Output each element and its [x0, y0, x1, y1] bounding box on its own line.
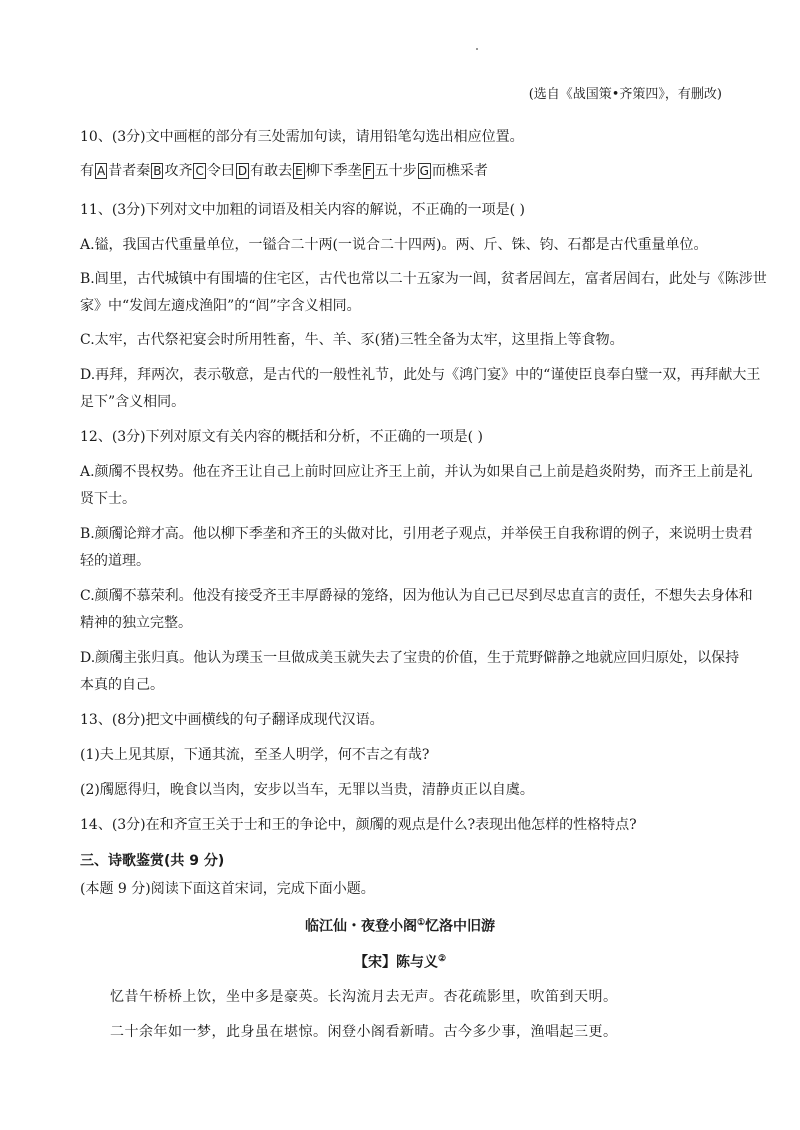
q10-box-f[interactable]: F	[364, 164, 372, 178]
q12-option-b: B.颜斶论辩才高。他以柳下季垄和齐王的头做对比，引用老子观点，并举侯王自我称谓的例子，来说明士贵君	[80, 526, 753, 542]
q10-segment: 攻齐	[164, 163, 193, 179]
section-heading: 三、诗歌鉴赏(共 9 分)	[80, 853, 225, 869]
q12-option-a: A.颜斶不畏权势。他在齐王让自己上前时回应让齐王上前，并认为如果自己上前是趋炎附势，而齐王上前是礼	[80, 464, 753, 480]
q10-segment: 有敢去	[250, 163, 293, 179]
q10-segment: 昔者秦	[108, 163, 151, 179]
q11-stem: 11、(3分)下列对文中加粗的词语及相关内容的解说，不正确的一项是( )	[80, 202, 526, 218]
poem-line-2: 二十余年如一梦，此身虽在堪惊。闲登小阁看新晴。古今多少事，渔唱起三更。	[110, 1024, 618, 1040]
q10-segment: 柳下季垄	[305, 163, 362, 179]
poem-author-name: 【宋】陈与义	[353, 954, 438, 971]
q11-option-c: C.太牢，古代祭祀宴会时所用牲畜，牛、羊、豕(猪)三牲全备为太牢，这里指上等食物。	[80, 332, 624, 348]
q14-stem: 14、(3分)在和齐宣王关于士和王的争论中，颜斶的观点是什么?表现出他怎样的性格特点?	[80, 817, 637, 833]
q12-option-d: D.颜斶主张归真。他认为璞玉一旦做成美玉就失去了宝贵的价值，生于荒野僻静之地就应回归原处，以保持	[80, 650, 740, 666]
q10-stem: 10、(3分)文中画框的部分有三处需加句读，请用铅笔勾选出相应位置。	[80, 129, 524, 145]
q12-stem: 12、(3分)下列对原文有关内容的概括和分析，不正确的一项是( )	[80, 429, 484, 445]
q13-sentence-1: (1)夫上见其原，下通其流，至圣人明学，何不吉之有哉?	[80, 747, 430, 763]
q10-box-c[interactable]: C	[195, 164, 204, 178]
q13-sentence-2: (2)斶愿得归，晚食以当肉，安步以当车，无罪以当贵，清静贞正以自虞。	[80, 782, 534, 798]
q10-segment: 有	[80, 163, 94, 179]
q10-segment: 五十步	[374, 163, 417, 179]
q12-option-a-cont: 贤下士。	[80, 491, 136, 507]
q10-box-d[interactable]: D	[237, 164, 248, 178]
q10-box-e[interactable]: E	[295, 164, 303, 178]
q11-option-b: B.闾里，古代城镇中有围墙的住宅区，古代也常以二十五家为一闾，贫者居闾左，富者居闾右，此处与《陈涉世	[80, 271, 767, 287]
poem-title	[0, 914, 800, 936]
poem-line-1: 忆昔午桥桥上饮，坐中多是豪英。长沟流月去无声。杏花疏影里，吹笛到天明。	[110, 989, 618, 1005]
q10-segment: 而樵采者	[431, 163, 488, 179]
section-intro: (本题 9 分)阅读下面这首宋词，完成下面小题。	[80, 881, 375, 897]
footnote-1-marker: ①	[416, 918, 426, 928]
q10-box-a[interactable]: A	[97, 164, 106, 178]
footnote-2-marker: ②	[437, 954, 447, 964]
q11-option-d: D.再拜，拜两次，表示敬意，是古代的一般性礼节，此处与《鸿门宴》中的“谨使臣良奉白璧一双，再拜献大王	[80, 367, 761, 383]
q10-segmented-text	[80, 162, 488, 180]
q10-segment: 令曰	[206, 163, 235, 179]
q11-option-d-cont: 足下”含义相同。	[80, 394, 186, 410]
q12-option-d-cont: 本真的自己。	[80, 677, 164, 693]
q12-option-c-cont: 精神的独立完整。	[80, 615, 192, 631]
source-note: (选自《战国策•齐策四》，有删改)	[528, 87, 722, 102]
q10-box-b[interactable]: B	[153, 164, 162, 178]
q11-option-a: A.镒，我国古代重量单位，一镒合二十两(一说合二十四两)。两、斤、铢、钧、石都是古代重量单位。	[80, 237, 708, 253]
q12-option-b-cont: 轻的道理。	[80, 553, 150, 569]
poem-title-part-2: 忆洛中旧游	[425, 918, 496, 935]
q13-stem: 13、(8分)把文中画横线的句子翻译成现代汉语。	[80, 712, 384, 728]
poem-title-part-1: 临江仙・夜登小阁	[304, 918, 417, 935]
poem-author	[0, 950, 800, 972]
q11-option-b-cont: 家》中“发闾左適戍渔阳”的“闾”字含义相同。	[80, 298, 361, 314]
scan-dot	[476, 48, 478, 50]
q10-box-g[interactable]: G	[419, 164, 429, 178]
q12-option-c: C.颜斶不慕荣利。他没有接受齐王丰厚爵禄的笼络，因为他认为自己已尽到尽忠直言的责任，不想失去身体和	[80, 588, 753, 604]
